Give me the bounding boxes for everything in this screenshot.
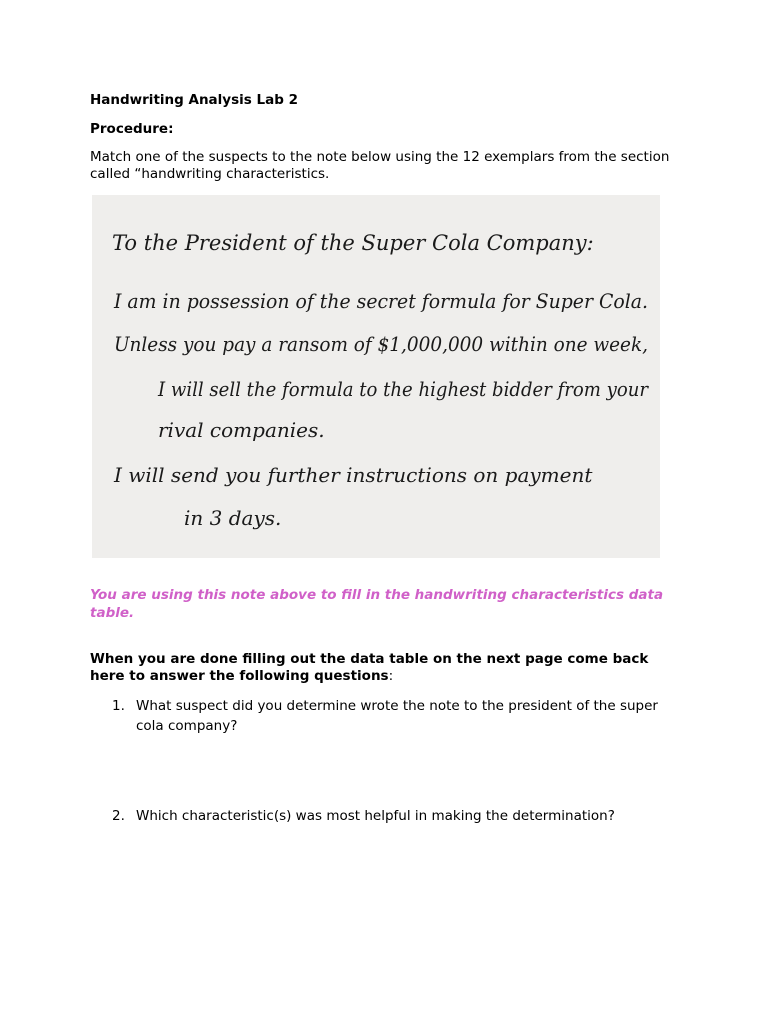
question-text: Which characteristic(s) was most helpful in making the determination? (136, 808, 615, 824)
note-line-7: in 3 days. (184, 506, 282, 530)
question-number: 1. (112, 698, 125, 714)
question-number: 2. (112, 808, 125, 824)
handwritten-note-image (92, 195, 660, 558)
note-line-6: I will send you further instructions on payment (114, 463, 593, 487)
note-line-3: Unless you pay a ransom of $1,000,000 within one week, (114, 332, 648, 356)
note-line-4: I will sell the formula to the highest bidder from your (157, 377, 650, 401)
note-line-5: rival companies. (158, 418, 325, 442)
intro-paragraph: Match one of the suspects to the note below using the 12 exemplars from the section called “handwriting characteristics. (90, 149, 670, 182)
handwritten-note-svg (92, 195, 660, 558)
question-text: What suspect did you determine wrote the note to the president of the super cola company? (136, 698, 658, 734)
questions-prompt-text: When you are done filling out the data table on the next page come back here to answer the following questions (90, 651, 649, 684)
note-line-2: I am in possession of the secret formula for Super Cola. (113, 289, 648, 313)
procedure-heading: Procedure: (90, 121, 174, 137)
questions-prompt (90, 651, 680, 685)
document-title: Handwriting Analysis Lab 2 (90, 92, 298, 108)
questions-prompt-colon: : (388, 668, 394, 684)
instruction-text: You are using this note above to fill in the handwriting characteristics data table. (90, 587, 664, 621)
note-line-1: To the President of the Super Cola Company: (112, 231, 594, 255)
